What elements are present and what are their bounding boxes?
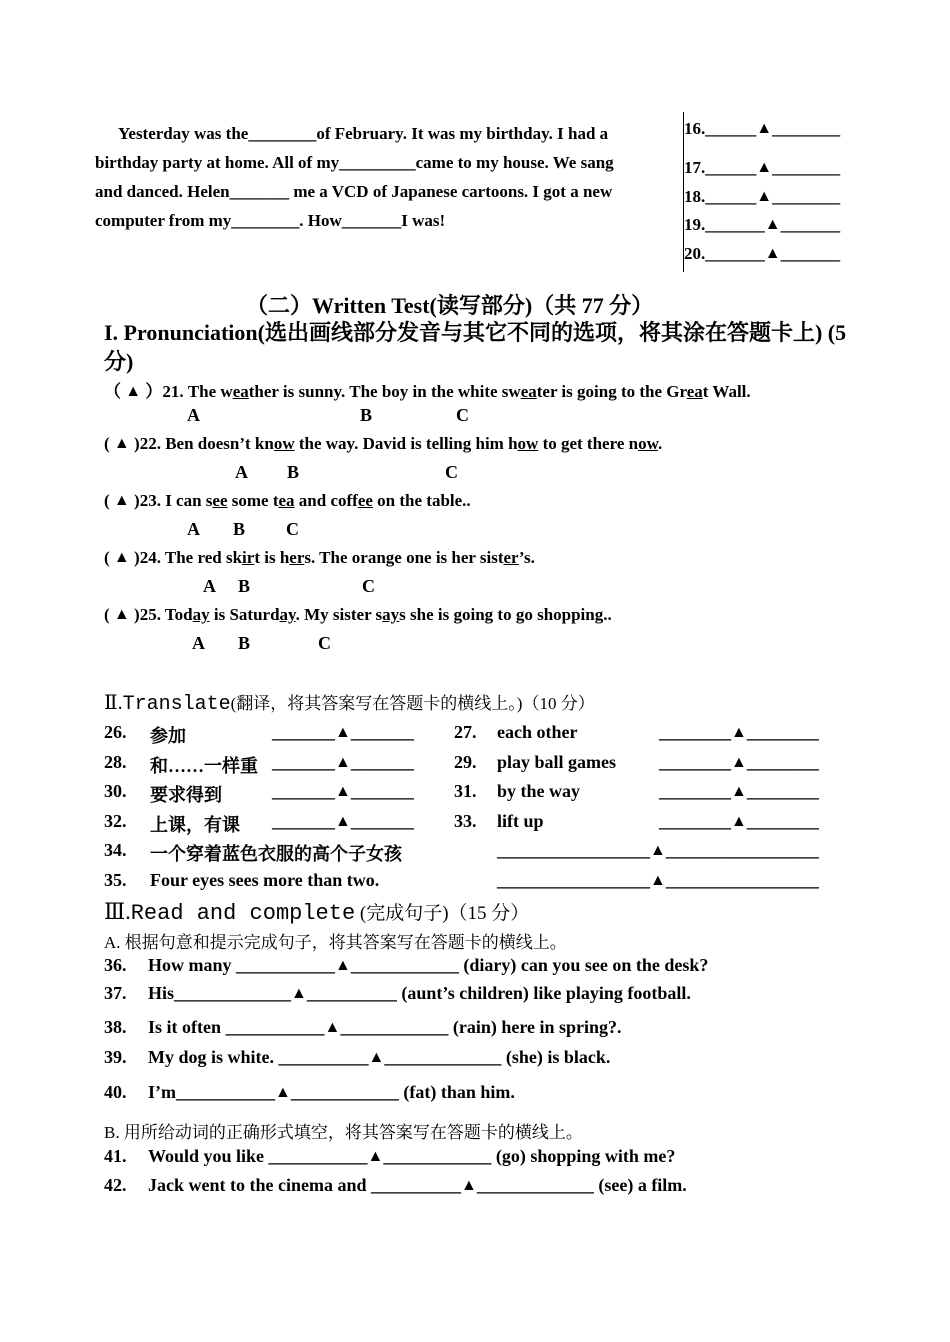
underlined-segment: ea [232, 382, 249, 401]
blank: ________ [746, 781, 819, 801]
passage-line: computer from my________. How_______I was! [95, 211, 446, 230]
option-c[interactable]: C [362, 576, 375, 596]
translate-term: 要求得到 [150, 785, 222, 805]
segment: the way. David is telling him h [294, 434, 518, 453]
segment: to get there n [538, 434, 639, 453]
translate-blank[interactable] [272, 811, 414, 832]
paren-open: （ [104, 382, 126, 401]
sentence-end: ____________ (diary) can you see on the desk? [350, 955, 709, 975]
section-title-en: Translate [122, 693, 231, 716]
complete-sentence[interactable] [148, 1146, 675, 1167]
item-number: 26. [104, 722, 127, 742]
triangle-icon[interactable]: ▲ [113, 606, 130, 623]
option-b[interactable]: B [238, 576, 251, 596]
blank: _______ [350, 781, 414, 801]
answer-line-17[interactable] [684, 158, 840, 178]
underlined-segment: ee [212, 491, 228, 510]
item-number: 31. [454, 781, 477, 801]
segment: . [657, 434, 663, 453]
triangle-icon: ▲ [324, 1019, 341, 1036]
option-b[interactable]: B [360, 405, 373, 425]
item-number: 40. [104, 1082, 127, 1102]
segment: 21. The w [162, 382, 233, 401]
answer-number: 18. [684, 187, 706, 206]
item-number: 27. [454, 722, 477, 742]
answer-blank: ______ [705, 119, 757, 138]
translate-term: play ball games [497, 752, 617, 772]
section-title-cn: (翻译，将其答案写在答题卡的横线上。)（10 分） [230, 694, 595, 713]
triangle-icon: ▲ [756, 159, 773, 176]
blank: _______ [350, 722, 414, 742]
translate-blank[interactable] [659, 722, 819, 743]
question-22 [104, 434, 662, 454]
option-c[interactable]: C [286, 519, 299, 539]
translate-heading [104, 689, 595, 716]
triangle-icon[interactable]: ▲ [125, 383, 142, 400]
triangle-icon: ▲ [335, 957, 351, 974]
triangle-icon: ▲ [291, 985, 307, 1002]
triangle-icon: ▲ [764, 245, 781, 262]
answer-blank: ______ [705, 158, 757, 177]
triangle-icon: ▲ [650, 842, 666, 859]
item-number: 41. [104, 1146, 127, 1166]
translate-term: 参加 [150, 726, 186, 746]
underlined-segment: ow [517, 434, 539, 453]
answer-line-16[interactable] [684, 119, 840, 139]
item-number: 38. [104, 1017, 127, 1037]
option-b[interactable]: B [287, 462, 300, 482]
complete-sentence[interactable] [148, 1175, 687, 1196]
triangle-icon: ▲ [756, 188, 773, 205]
translate-blank[interactable] [659, 781, 819, 802]
blank: _________________ [497, 840, 650, 860]
answer-blank: ________ [772, 158, 841, 177]
option-b[interactable]: B [233, 519, 246, 539]
triangle-icon: ▲ [731, 724, 747, 741]
item-number: 37. [104, 983, 127, 1003]
blank: _______ [272, 811, 335, 831]
underlined-segment: ay [279, 605, 296, 624]
paren-open: ( [104, 605, 114, 624]
paren-close: ) [129, 491, 140, 510]
item-number: 36. [104, 955, 127, 975]
triangle-icon[interactable]: ▲ [113, 492, 130, 509]
passage-line: and danced. Helen_______ me a VCD of Japanese cartoons. I got a new [95, 182, 613, 201]
section-title-cn: (完成句子)（15 分） [355, 903, 530, 924]
translate-term: 一个穿着蓝色衣服的高个子女孩 [150, 844, 402, 864]
translate-term: lift up [497, 811, 544, 831]
triangle-icon: ▲ [368, 1049, 385, 1066]
underlined-segment: er [503, 548, 519, 567]
paren-close: ） [141, 382, 163, 401]
cloze-passage [95, 119, 683, 235]
sentence-end: ____________ (fat) than him. [290, 1082, 515, 1102]
answer-number: 17. [684, 158, 706, 177]
sentence-end: ____________ (rain) here in spring?. [340, 1017, 622, 1037]
answer-blank: _______ [705, 215, 765, 234]
passage-line: birthday party at home. All of my_________came to my house. We sang [95, 153, 614, 172]
triangle-icon[interactable]: ▲ [113, 435, 130, 452]
paren-close: ) [129, 548, 140, 567]
item-number: 33. [454, 811, 477, 831]
translate-term: 和……一样重 [150, 756, 258, 776]
answer-blank: ________ [772, 187, 841, 206]
translate-blank[interactable] [272, 781, 414, 802]
question-25 [104, 605, 612, 625]
underlined-segment: ay [192, 605, 210, 624]
triangle-icon: ▲ [367, 1148, 384, 1165]
blank: _________________ [665, 870, 819, 890]
answer-number: 16. [684, 119, 706, 138]
triangle-icon: ▲ [335, 754, 351, 771]
underlined-segment: ow [638, 434, 658, 453]
item-number: 39. [104, 1047, 127, 1067]
triangle-icon: ▲ [275, 1084, 291, 1101]
segment: on the table.. [372, 491, 471, 510]
segment: is Saturd [209, 605, 280, 624]
sentence-end: _____________ (see) a film. [476, 1175, 687, 1195]
option-a[interactable]: A [235, 462, 248, 482]
underlined-segment: ee [357, 491, 373, 510]
underlined-segment: er [289, 548, 305, 567]
translate-blank[interactable] [497, 870, 819, 891]
answer-blank: _______ [780, 215, 841, 234]
segment: 24. The red sk [139, 548, 243, 567]
section-roman: Ⅱ. [104, 692, 123, 714]
question-23 [104, 491, 471, 511]
section-title-en: Read and complete [130, 901, 356, 926]
paren-open: ( [104, 548, 114, 567]
item-number: 35. [104, 870, 127, 890]
sentence-end: ____________ (go) shopping with me? [383, 1146, 676, 1166]
triangle-icon: ▲ [461, 1177, 477, 1194]
complete-sentence[interactable] [148, 1047, 610, 1068]
segment: s. The orange one is her sist [304, 548, 504, 567]
complete-sentence[interactable] [148, 1017, 622, 1038]
option-c[interactable]: C [318, 633, 331, 653]
paren-close: ) [129, 605, 140, 624]
segment: 23. I can s [139, 491, 213, 510]
option-c[interactable]: C [456, 405, 469, 425]
translate-blank[interactable] [272, 752, 414, 773]
blank: ________ [746, 811, 819, 831]
sentence-start: His_____________ [148, 983, 292, 1003]
segment: . My sister s [295, 605, 383, 624]
answer-line-18[interactable] [684, 187, 840, 207]
paren-close: ) [129, 434, 140, 453]
triangle-icon: ▲ [731, 783, 747, 800]
triangle-icon: ▲ [335, 813, 351, 830]
passage-line: Yesterday was the________of February. It was my birthday. I had a [118, 124, 609, 143]
triangle-icon: ▲ [731, 754, 747, 771]
segment: t is h [254, 548, 290, 567]
triangle-icon: ▲ [756, 120, 773, 137]
option-a[interactable]: A [187, 519, 200, 539]
blank: _______ [350, 811, 414, 831]
complete-sentence[interactable] [148, 983, 691, 1004]
translate-term: each other [497, 722, 578, 742]
segment: 22. Ben doesn’t kn [139, 434, 274, 453]
sentence-start: I’m___________ [148, 1082, 275, 1102]
item-number: 34. [104, 840, 127, 860]
sentence-end: __________ (aunt’s children) like playing football. [306, 983, 691, 1003]
blank: _______ [272, 722, 335, 742]
segment: s she is going to go shopping.. [399, 605, 612, 624]
answer-blank: _______ [780, 244, 841, 263]
sentence-start: Jack went to the cinema and __________ [148, 1175, 461, 1195]
sentence-start: How many ___________ [148, 955, 336, 975]
instruction-b: B. 用所给动词的正确形式填空，将其答案写在答题卡的横线上。 [104, 1123, 583, 1142]
blank: ________ [659, 752, 731, 772]
underlined-segment: ow [273, 434, 295, 453]
instruction-a: A. 根据句意和提示完成句子，将其答案写在答题卡的横线上。 [104, 933, 567, 952]
segment: ’s. [518, 548, 535, 567]
option-a[interactable]: A [192, 633, 205, 653]
section-roman: Ⅲ. [104, 899, 131, 924]
answer-number: 19. [684, 215, 706, 234]
option-b[interactable]: B [238, 633, 251, 653]
triangle-icon[interactable]: ▲ [113, 549, 130, 566]
triangle-icon: ▲ [335, 724, 351, 741]
answer-blank: ______ [705, 187, 757, 206]
answer-blank: ________ [772, 119, 841, 138]
segment: some t [227, 491, 279, 510]
translate-blank[interactable] [659, 811, 819, 832]
option-c[interactable]: C [445, 462, 458, 482]
option-a[interactable]: A [187, 405, 200, 425]
blank: _______ [272, 752, 335, 772]
segment: and coff [294, 491, 358, 510]
segment: ter is going to the Gr [536, 382, 687, 401]
underlined-segment: ea [520, 382, 537, 401]
sentence-end: _____________ (she) is black. [384, 1047, 611, 1067]
blank: _________________ [665, 840, 819, 860]
translate-term: by the way [497, 781, 581, 801]
blank: ________ [746, 752, 819, 772]
item-number: 42. [104, 1175, 127, 1195]
sentence-start: Is it often ___________ [148, 1017, 325, 1037]
segment: ther is sunny. The boy in the white sw [248, 382, 521, 401]
paren-open: ( [104, 491, 114, 510]
blank: _______ [350, 752, 414, 772]
complete-sentence[interactable] [148, 1082, 515, 1103]
written-test-heading: （二）Written Test(读写部分)（共 77 分） [246, 293, 654, 318]
read-complete-heading [104, 898, 529, 926]
answer-line-20[interactable] [684, 244, 840, 264]
item-number: 28. [104, 752, 127, 772]
blank: ________ [659, 722, 731, 742]
triangle-icon: ▲ [731, 813, 747, 830]
segment: t Wall. [702, 382, 751, 401]
triangle-icon: ▲ [650, 872, 666, 889]
triangle-icon: ▲ [335, 783, 351, 800]
translate-term: 上课，有课 [150, 815, 240, 835]
question-21 [104, 377, 751, 402]
answer-line-19[interactable] [684, 215, 840, 235]
blank: ________ [659, 811, 731, 831]
sentence-start: Would you like ___________ [148, 1146, 368, 1166]
underlined-segment: ea [686, 382, 703, 401]
answer-number: 20. [684, 244, 706, 263]
option-a[interactable]: A [203, 576, 216, 596]
answer-blank: _______ [705, 244, 765, 263]
item-number: 29. [454, 752, 477, 772]
complete-sentence[interactable] [148, 955, 708, 976]
item-number: 32. [104, 811, 127, 831]
blank: ________ [746, 722, 819, 742]
sentence-start: My dog is white. __________ [148, 1047, 369, 1067]
blank: _________________ [497, 870, 650, 890]
pronunciation-heading: I. Pronunciation(选出画线部分发音与其它不同的选项，将其涂在答题卡上) (5 分) [104, 320, 847, 374]
segment: 25. Tod [139, 605, 193, 624]
triangle-icon: ▲ [764, 216, 781, 233]
blank: _______ [272, 781, 335, 801]
blank: ________ [659, 781, 731, 801]
translate-term: Four eyes sees more than two. [150, 870, 380, 890]
underlined-segment: ea [278, 491, 295, 510]
underlined-segment: ay [382, 605, 400, 624]
translate-blank[interactable] [272, 722, 414, 743]
paren-open: ( [104, 434, 114, 453]
item-number: 30. [104, 781, 127, 801]
underlined-segment: ir [242, 548, 255, 567]
translate-blank[interactable] [497, 840, 819, 861]
question-24 [104, 548, 535, 568]
translate-blank[interactable] [659, 752, 819, 773]
